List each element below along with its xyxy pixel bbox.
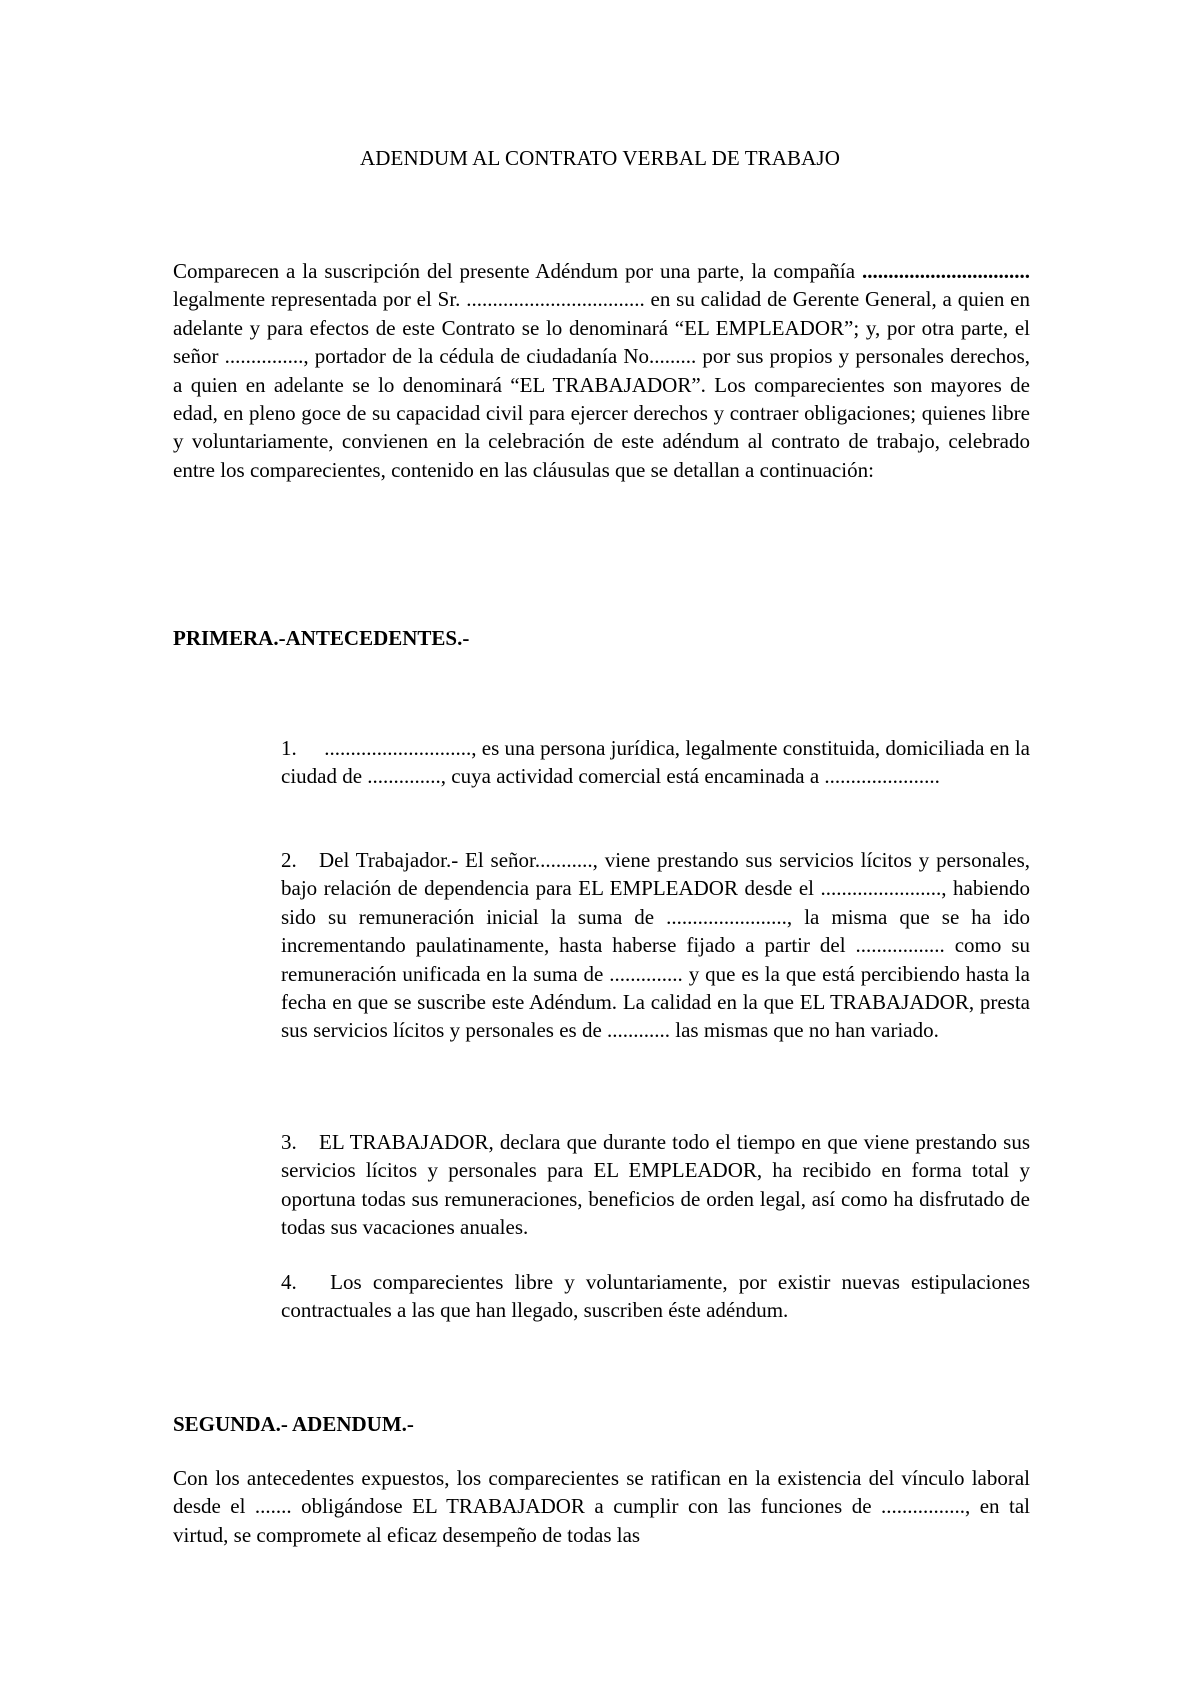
item-number: 4. — [281, 1270, 297, 1294]
clause-segunda-heading: SEGUNDA.- ADENDUM.- — [173, 1412, 414, 1436]
item-number: 2. — [281, 848, 297, 872]
document-title: ADENDUM AL CONTRATO VERBAL DE TRABAJO — [360, 146, 840, 170]
clause-segunda-paragraph: Con los antecedentes expuestos, los comparecientes se ratifican en la existencia del vínculo laboral desde el ....... obligándose EL TRABAJADOR a cumplir con las funciones de ................, en tal virtud, se compromete al eficaz desempeño de todas las — [173, 1466, 1030, 1547]
intro-text-rest: legalmente representada por el Sr. .................................. en su calidad de Gerente General, a quien en adelante y para efectos de este Contrato se lo denominará “EL EMPLEADOR”; y, por otra parte, el señor ..............., portador de la cédula de ciudadanía No......... por sus propios y personales derechos, a quien en adelante se lo denominará “EL TRABAJADOR”. Los comparecientes son mayores de edad, en pleno goce de su capacidad civil para ejercer derechos y contraer obligaciones; quienes libre y voluntariamente, convienen en la celebración de este adéndum al contrato de trabajo, celebrado entre los comparecientes, contenido en las cláusulas que se detallan a continuación: — [173, 287, 1030, 482]
antecedent-item-2 — [281, 846, 1030, 1045]
item-text: Los comparecientes libre y voluntariamente, por existir nuevas estipulaciones contractuales a las que han llegado, suscriben éste adéndum. — [281, 1270, 1030, 1323]
antecedent-item-1 — [281, 734, 1030, 791]
antecedent-item-4 — [281, 1268, 1030, 1325]
intro-paragraph — [173, 257, 1030, 484]
item-text: ............................, es una persona jurídica, legalmente constituida, domiciliada en la ciudad de .............., cuya actividad comercial está encaminada a ...................... — [281, 736, 1030, 789]
antecedent-item-3 — [281, 1128, 1030, 1242]
item-number: 1. — [281, 736, 297, 760]
clause-primera-heading: PRIMERA.-ANTECEDENTES.- — [173, 626, 470, 650]
item-number: 3. — [281, 1130, 297, 1154]
intro-text-start: Comparecen a la suscripción del presente Adéndum por una parte, la compañía — [173, 259, 862, 283]
item-text: EL TRABAJADOR, declara que durante todo el tiempo en que viene prestando sus servicios lícitos y personales para EL EMPLEADOR, ha recibido en forma total y oportuna todas sus remuneraciones, beneficios de orden legal, así como ha disfrutado de todas sus vacaciones anuales. — [281, 1130, 1030, 1240]
company-name-blank: ................................ — [862, 259, 1030, 283]
item-text: Del Trabajador.- El señor..........., viene prestando sus servicios lícitos y personales, bajo relación de dependencia para EL EMPLEADOR desde el ......................., habiendo sido su remuneración inicial la suma de ......................., la misma que se ha ido incrementando paulatinamente, hasta haberse fijado a partir del ................. como su remuneración unificada en la suma de .............. y que es la que está percibiendo hasta la fecha en que se suscribe este Adéndum. La calidad en la que EL TRABAJADOR, presta sus servicios lícitos y personales es de ............ las mismas que no han variado. — [281, 848, 1030, 1043]
